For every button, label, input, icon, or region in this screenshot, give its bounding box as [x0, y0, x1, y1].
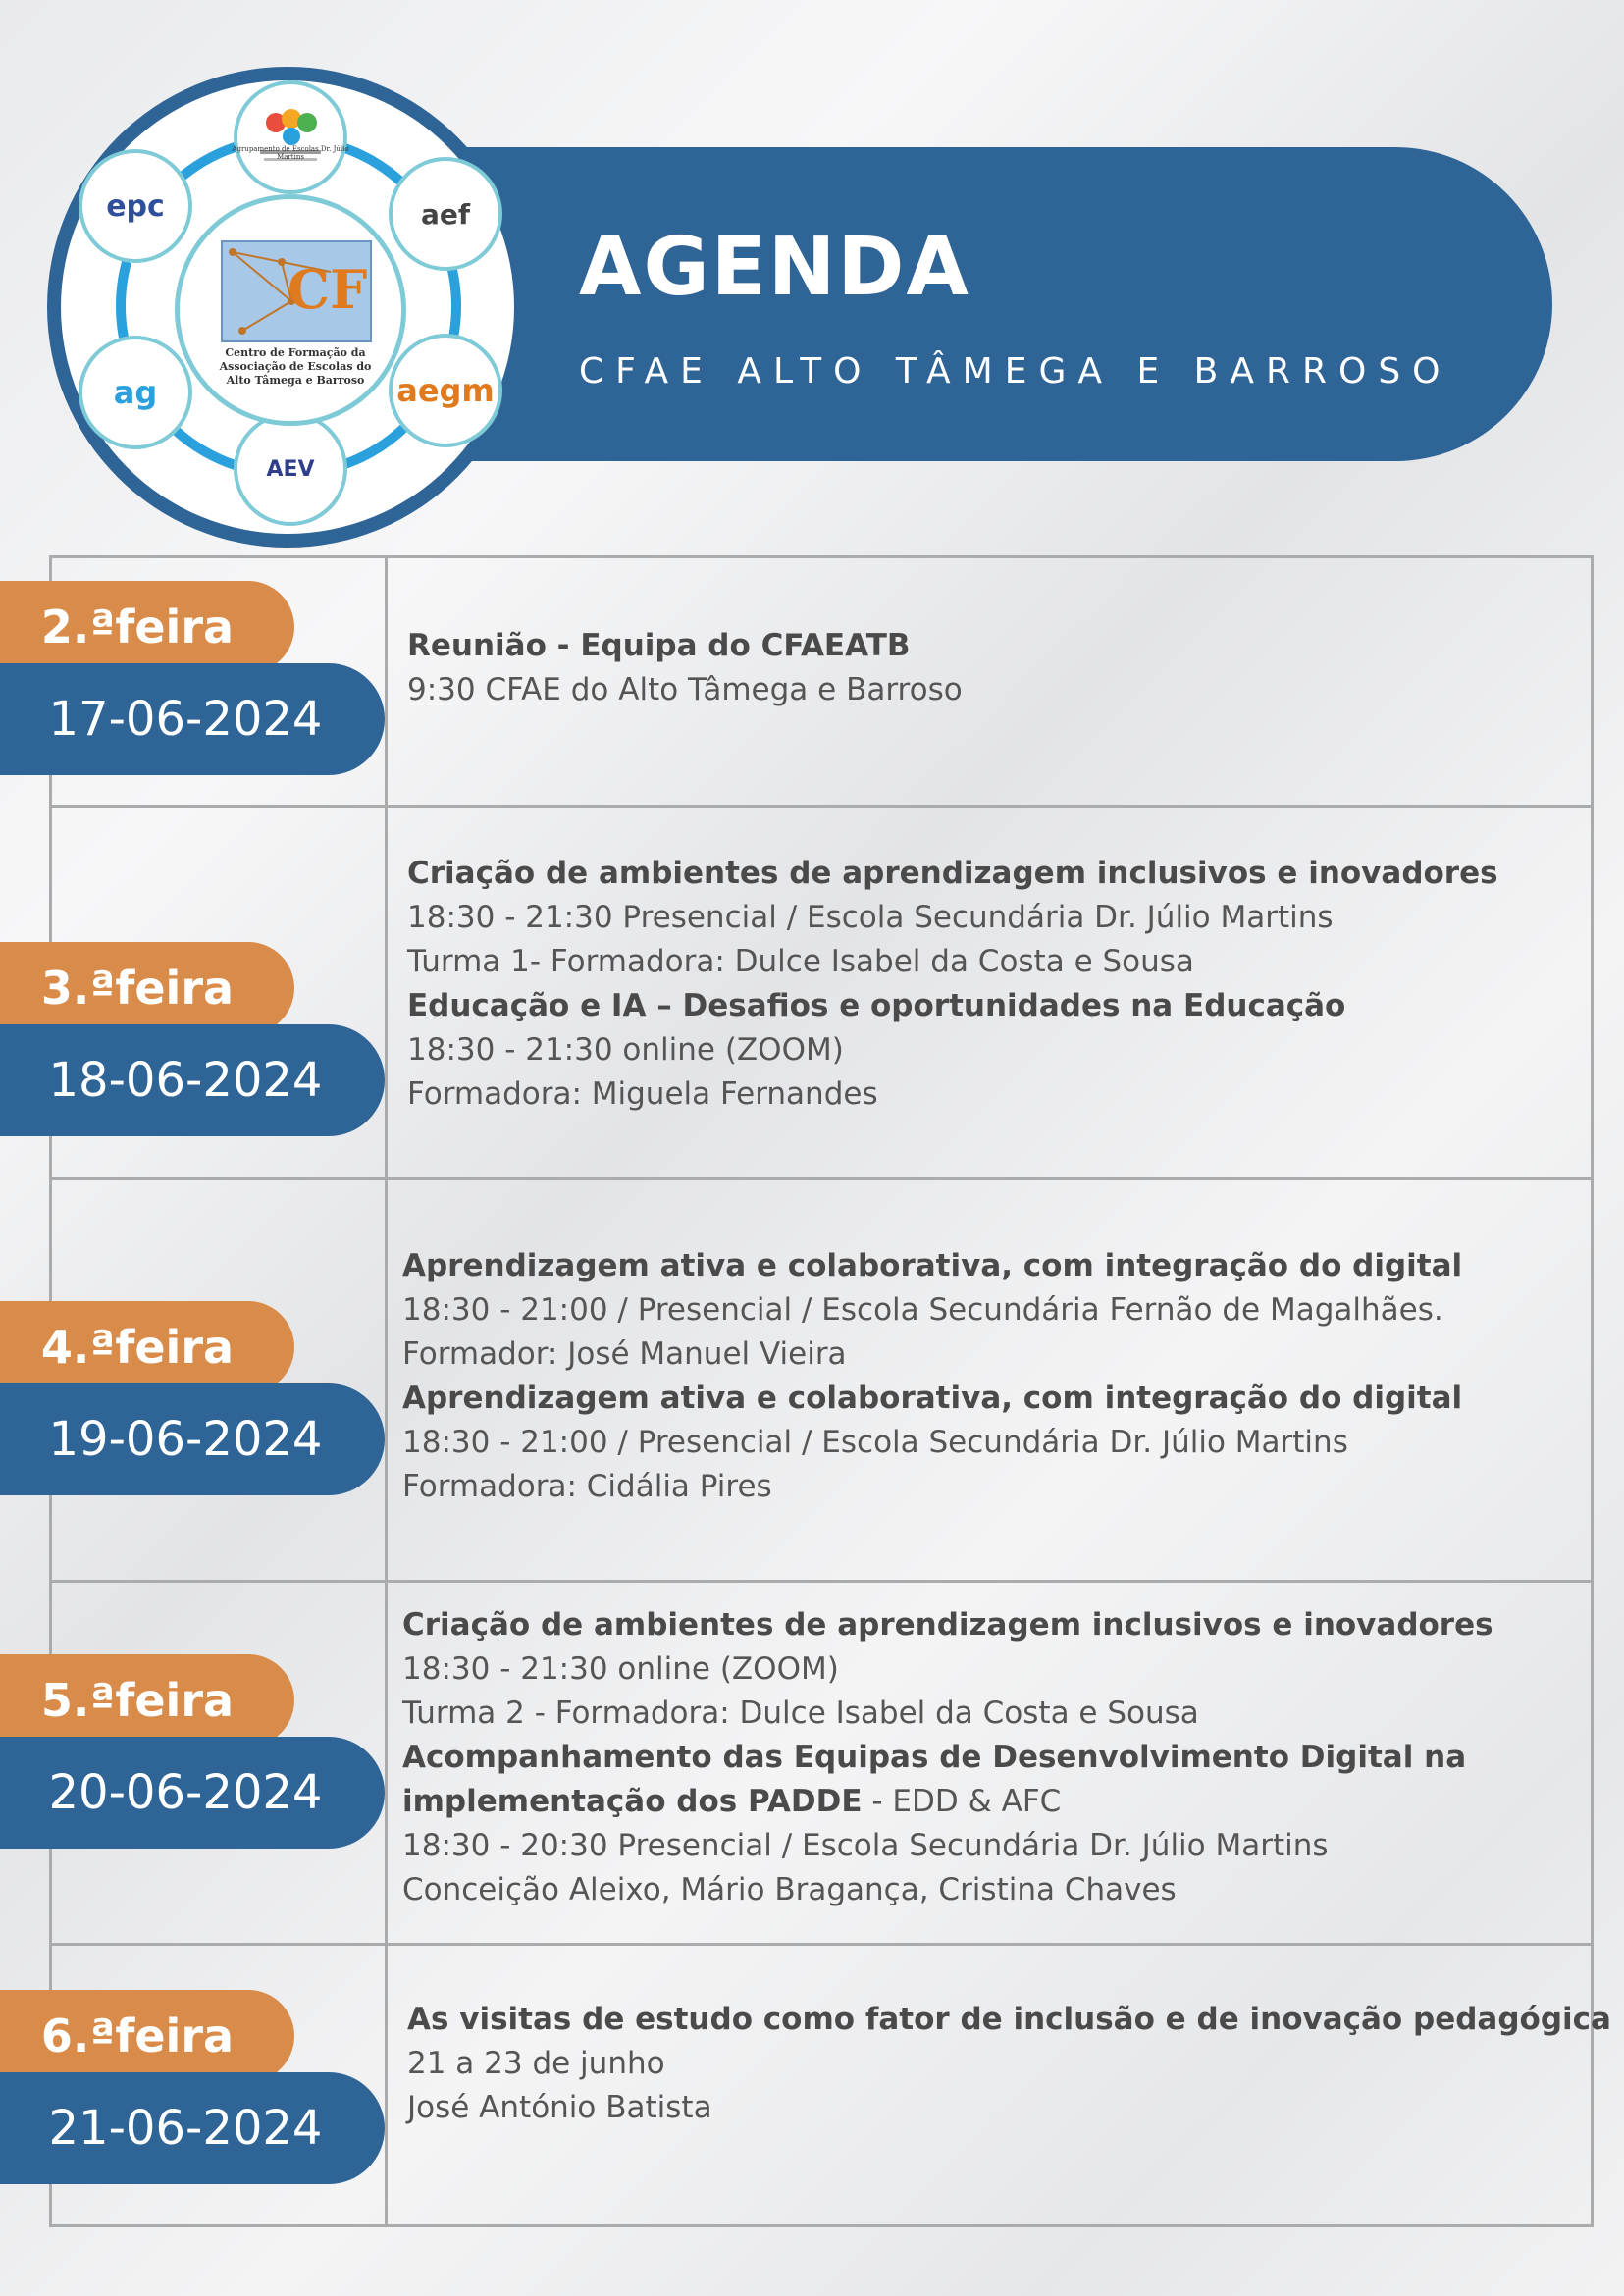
- entry-line: Turma 1- Formadora: Dulce Isabel da Costa e Sousa: [407, 944, 1194, 979]
- entry-line: Conceição Aleixo, Mário Bragança, Cristina Chaves: [402, 1872, 1177, 1907]
- entry-line: Aprendizagem ativa e colaborativa, com integração do digital: [402, 1248, 1463, 1283]
- entry-line: 18:30 - 21:00 / Presencial / Escola Secundária Fernão de Magalhães.: [402, 1292, 1443, 1328]
- aev-logo-text: AEV: [266, 456, 315, 482]
- top-logo-caption: Agrupamento de Escolas Dr. Júlio Martins: [232, 145, 349, 161]
- logo-satellite-aev: [234, 412, 347, 526]
- page-title: AGENDA: [579, 221, 970, 314]
- agenda-entry-friday: [407, 1998, 1611, 2130]
- cf-logo-caption: Centro de Formação da Associação de Escolas do Alto Tâmega e Barroso: [219, 346, 372, 387]
- entry-line: 9:30 CFAE do Alto Tâmega e Barroso: [407, 672, 963, 707]
- entry-line: 18:30 - 21:30 Presencial / Escola Secundária Dr. Júlio Martins: [407, 900, 1334, 935]
- entry-line: Formadora: Cidália Pires: [402, 1469, 772, 1504]
- epc-logo-text: epc: [106, 188, 165, 224]
- entry-line: Reunião - Equipa do CFAEATB: [407, 628, 911, 663]
- entry-line: José António Batista: [407, 2090, 712, 2125]
- entry-line: Aprendizagem ativa e colaborativa, com integração do digital: [402, 1381, 1463, 1416]
- cf-logo-mark: CF: [288, 258, 368, 321]
- date-label: 20-06-2024: [0, 1737, 385, 1849]
- entry-line: Criação de ambientes de aprendizagem inclusivos e inovadores: [402, 1607, 1493, 1643]
- page-subtitle: CFAE ALTO TÂMEGA E BARROSO: [579, 351, 1452, 391]
- date-label: 18-06-2024: [0, 1024, 385, 1136]
- entry-line: Educação e IA – Desafios e oportunidades na Educação: [407, 988, 1346, 1023]
- logo-satellite-aef: [389, 157, 502, 271]
- entry-line: As visitas de estudo como fator de inclusão e de inovação pedagógica: [407, 2002, 1611, 2037]
- entry-line: 18:30 - 21:00 / Presencial / Escola Secundária Dr. Júlio Martins: [402, 1425, 1348, 1460]
- day-label: 2.ªfeira: [0, 581, 294, 673]
- day-label: 6.ªfeira: [0, 1990, 294, 2082]
- entry-line: Turma 2 - Formadora: Dulce Isabel da Costa e Sousa: [402, 1696, 1199, 1731]
- agrupamento-logo-icon: [246, 93, 335, 182]
- entry-line: Formadora: Miguela Fernandes: [407, 1076, 878, 1112]
- date-label: 19-06-2024: [0, 1383, 385, 1495]
- agenda-entry-thursday: [402, 1603, 1493, 1912]
- logo-satellite-epc: [79, 149, 192, 263]
- entry-line-bold: implementação dos PADDE: [402, 1784, 863, 1819]
- entry-line: Acompanhamento das Equipas de Desenvolvimento Digital na: [402, 1740, 1467, 1775]
- entry-line-suffix: - EDD & AFC: [862, 1784, 1062, 1819]
- aef-logo-text: aef: [420, 197, 471, 231]
- row-divider: [49, 1943, 1594, 1946]
- entry-line: Criação de ambientes de aprendizagem inclusivos e inovadores: [407, 856, 1498, 891]
- agenda-entry-tuesday: [407, 852, 1498, 1117]
- day-label: 4.ªfeira: [0, 1301, 294, 1393]
- agenda-entry-monday: [407, 624, 963, 712]
- date-label: 17-06-2024: [0, 663, 385, 775]
- row-divider: [49, 1580, 1594, 1583]
- logo-satellite-ag: [79, 336, 192, 449]
- entry-line: 18:30 - 21:30 online (ZOOM): [402, 1651, 839, 1687]
- date-label: 21-06-2024: [0, 2072, 385, 2184]
- row-divider: [49, 1177, 1594, 1180]
- entry-line: 18:30 - 21:30 online (ZOOM): [407, 1032, 844, 1068]
- day-label: 3.ªfeira: [0, 942, 294, 1034]
- logo-satellite-aegm: [389, 334, 502, 447]
- day-label: 5.ªfeira: [0, 1654, 294, 1747]
- agenda-entry-wednesday: [402, 1244, 1462, 1509]
- entry-line: 18:30 - 20:30 Presencial / Escola Secundária Dr. Júlio Martins: [402, 1828, 1329, 1863]
- entry-line: [402, 1780, 1493, 1824]
- logo-satellite-top: [234, 80, 347, 194]
- entry-line: 21 a 23 de junho: [407, 2046, 665, 2081]
- center-logo: [175, 194, 406, 426]
- aegm-logo-text: aegm: [396, 372, 495, 409]
- row-divider: [49, 805, 1594, 808]
- entry-line: Formador: José Manuel Vieira: [402, 1336, 847, 1372]
- ag-logo-text: ag: [113, 374, 158, 411]
